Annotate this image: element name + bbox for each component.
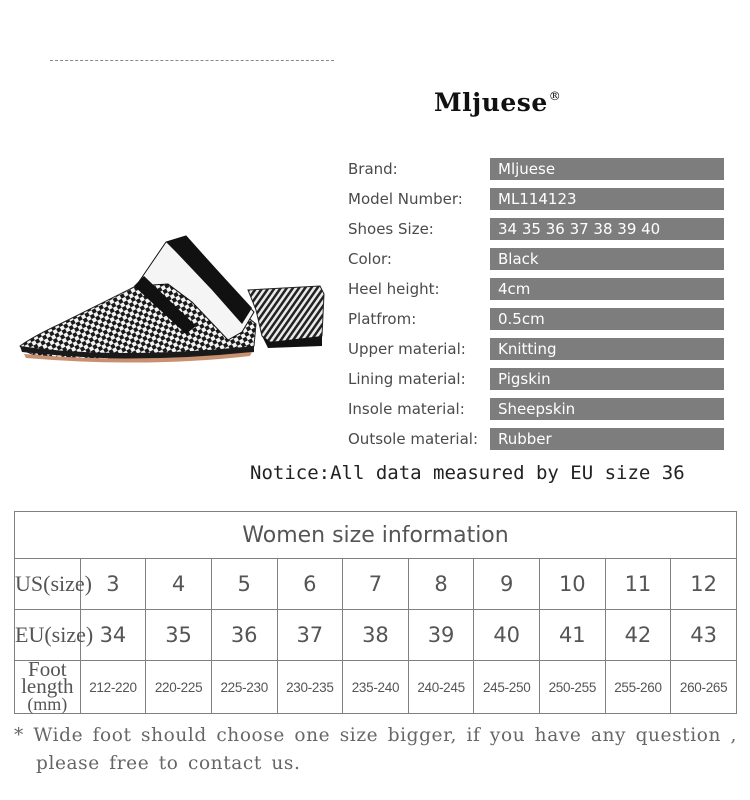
notice-text: Notice:All data measured by EU size 36 xyxy=(250,462,685,484)
spec-value: 0.5cm xyxy=(490,308,724,330)
brand-logo: Mljuese® xyxy=(434,88,562,117)
table-cell: 34 xyxy=(80,610,146,661)
row-label-eu: EU(size) xyxy=(15,610,81,661)
table-cell: 10 xyxy=(540,559,606,610)
table-cell: 5 xyxy=(211,559,277,610)
spec-row-shoes-size xyxy=(348,214,728,244)
table-cell: 235-240 xyxy=(343,661,409,714)
spec-value: 4cm xyxy=(490,278,724,300)
spec-row-lining-material xyxy=(348,364,728,394)
table-cell: 7 xyxy=(343,559,409,610)
spec-value: Pigskin xyxy=(490,368,724,390)
spec-value: 34 35 36 37 38 39 40 xyxy=(490,218,724,240)
table-cell: 36 xyxy=(211,610,277,661)
spec-row-insole-material xyxy=(348,394,728,424)
table-cell: 6 xyxy=(277,559,343,610)
spec-row-model-number xyxy=(348,184,728,214)
dashed-divider xyxy=(50,60,334,61)
shoe-illustration xyxy=(16,228,332,368)
table-cell: 3 xyxy=(80,559,146,610)
spec-value: ML114123 xyxy=(490,188,724,210)
table-cell: 255-260 xyxy=(605,661,671,714)
table-cell: 240-245 xyxy=(408,661,474,714)
table-row-foot-length xyxy=(15,661,737,714)
spec-value: Rubber xyxy=(490,428,724,450)
size-table-title: Women size information xyxy=(15,512,737,559)
table-row-eu xyxy=(15,610,737,661)
spec-row-brand xyxy=(348,154,728,184)
spec-value: Knitting xyxy=(490,338,724,360)
footnote xyxy=(14,722,744,778)
table-cell: 8 xyxy=(408,559,474,610)
table-cell: 42 xyxy=(605,610,671,661)
table-cell: 41 xyxy=(540,610,606,661)
table-cell: 4 xyxy=(146,559,212,610)
spec-row-upper-material xyxy=(348,334,728,364)
table-row-us xyxy=(15,559,737,610)
spec-label: Model Number: xyxy=(348,190,463,208)
row-label-us: US(size) xyxy=(15,559,81,610)
spec-label: Upper material: xyxy=(348,340,466,358)
footnote-line-1: * Wide foot should choose one size bigger, if you have any question , xyxy=(14,725,737,746)
table-cell: 37 xyxy=(277,610,343,661)
spec-label: Shoes Size: xyxy=(348,220,434,238)
spec-label: Outsole material: xyxy=(348,430,479,448)
table-cell: 39 xyxy=(408,610,474,661)
spec-label: Insole material: xyxy=(348,400,465,418)
spec-row-color xyxy=(348,244,728,274)
table-cell: 38 xyxy=(343,610,409,661)
spec-label: Heel height: xyxy=(348,280,440,298)
spec-value: Mljuese xyxy=(490,158,724,180)
table-cell: 250-255 xyxy=(540,661,606,714)
table-cell: 43 xyxy=(671,610,737,661)
table-cell: 230-235 xyxy=(277,661,343,714)
spec-label: Brand: xyxy=(348,160,398,178)
table-cell: 220-225 xyxy=(146,661,212,714)
spec-label: Lining material: xyxy=(348,370,466,388)
spec-row-heel-height xyxy=(348,274,728,304)
spec-value: Sheepskin xyxy=(490,398,724,420)
table-cell: 12 xyxy=(671,559,737,610)
spec-row-platform xyxy=(348,304,728,334)
table-cell: 245-250 xyxy=(474,661,540,714)
table-cell: 225-230 xyxy=(211,661,277,714)
spec-label: Platfrom: xyxy=(348,310,417,328)
footnote-line-2: please free to contact us. xyxy=(36,753,301,774)
spec-list xyxy=(348,154,728,454)
table-cell: 11 xyxy=(605,559,671,610)
spec-value: Black xyxy=(490,248,724,270)
table-cell: 9 xyxy=(474,559,540,610)
table-cell: 40 xyxy=(474,610,540,661)
table-cell: 260-265 xyxy=(671,661,737,714)
size-table xyxy=(14,511,737,714)
spec-label: Color: xyxy=(348,250,392,268)
spec-row-outsole-material xyxy=(348,424,728,454)
table-cell: 35 xyxy=(146,610,212,661)
table-cell: 212-220 xyxy=(80,661,146,714)
row-label-foot-length: Foot length (mm) xyxy=(15,661,81,714)
